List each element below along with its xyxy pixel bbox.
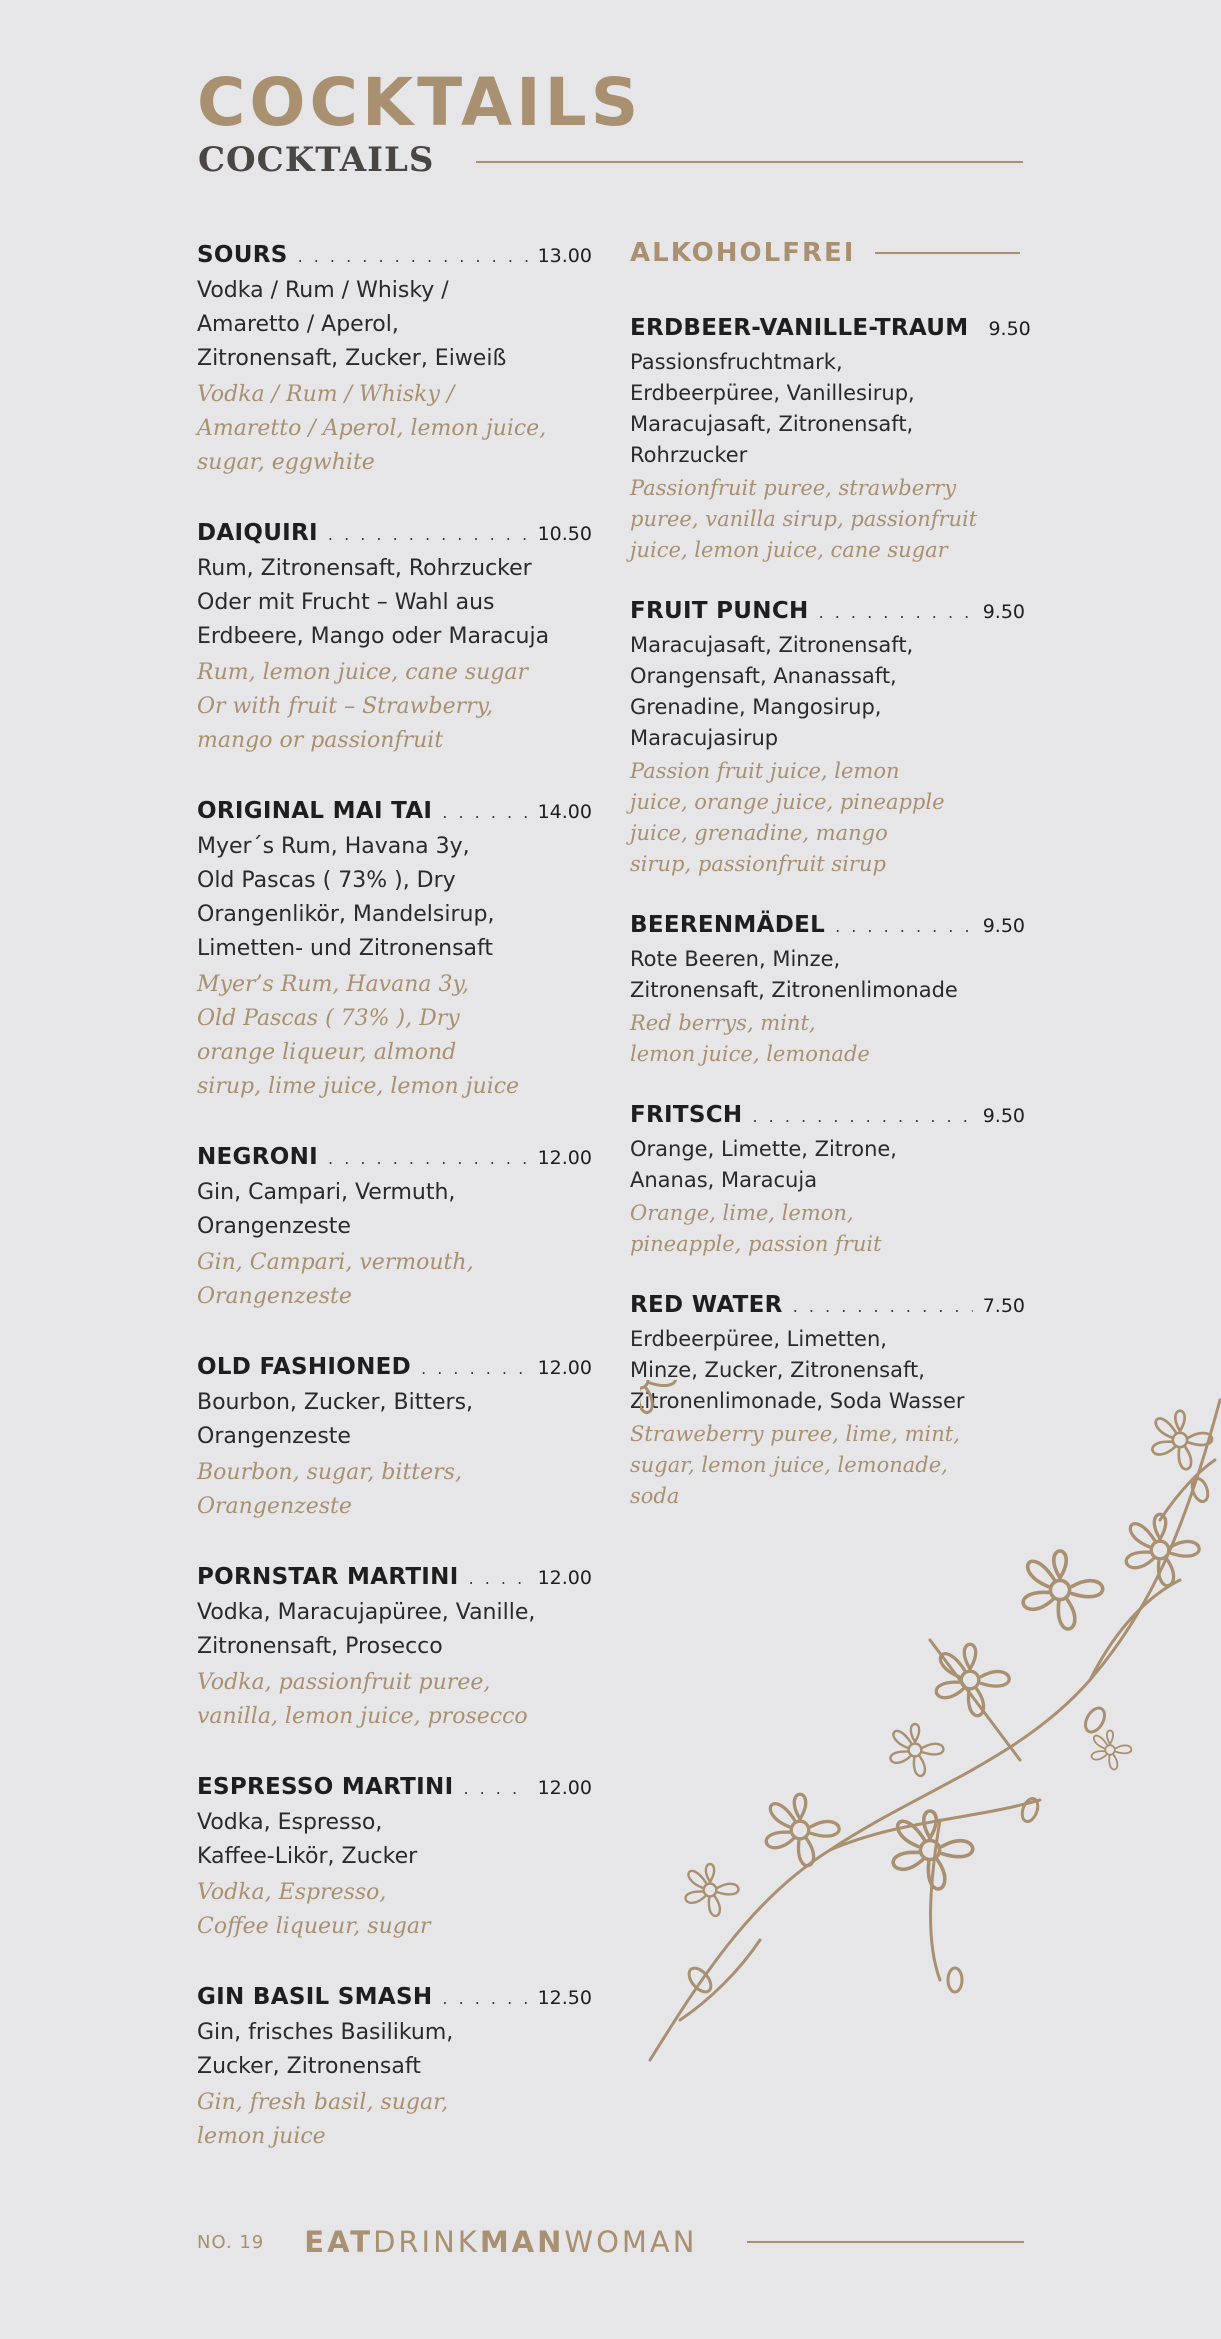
description-line: Gin, fresh basil, sugar, (197, 2090, 449, 2115)
dot-leader (469, 1569, 528, 1588)
description-line: sirup, passionfruit sirup (630, 852, 886, 876)
menu-item-header (197, 1354, 592, 1380)
page-number: NO. 19 (197, 2231, 265, 2253)
description-line: sugar, lemon juice, lemonade, (630, 1453, 948, 1477)
dot-leader (752, 1107, 972, 1126)
description-line: Old Pascas ( 73% ), Dry (197, 868, 456, 893)
footer-divider (747, 2241, 1024, 2243)
menu-item-description-en (197, 1666, 592, 1734)
cherry-blossom-branch-icon (640, 1380, 1221, 2070)
description-line: Myer’s Rum, Havana 3y, (197, 972, 469, 997)
page-title: COCKTAILS (197, 64, 643, 141)
menu-item-price: 12.50 (537, 1987, 592, 2009)
brand-drink: DRINK (373, 2225, 480, 2259)
description-line: sugar, eggwhite (197, 450, 375, 475)
description-line: Vodka / Rum / Whisky / (197, 278, 449, 303)
brand-logo (304, 2225, 697, 2259)
dot-leader (421, 1359, 528, 1378)
description-line: Amaretto / Aperol, (197, 312, 399, 337)
description-line: Grenadine, Mangosirup, (630, 695, 882, 719)
description-line: Old Pascas ( 73% ), Dry (197, 1006, 460, 1031)
description-line: Rum, Zitronensaft, Rohrzucker (197, 556, 532, 581)
description-line: Passionfruit puree, strawberry (630, 476, 957, 500)
description-line: Maracujasirup (630, 726, 779, 750)
menu-item-description-de (197, 552, 592, 654)
description-line: Zitronenlimonade, Soda Wasser (630, 1389, 965, 1413)
menu-item-price: 12.00 (537, 1147, 592, 1169)
description-line: pineapple, passion fruit (630, 1232, 882, 1256)
menu-item-description-en (197, 2086, 592, 2154)
menu-item (630, 598, 1025, 880)
description-line: Erdbeere, Mango oder Maracuja (197, 624, 550, 649)
description-line: Passion fruit juice, lemon (630, 759, 900, 783)
description-line: juice, grenadine, mango (630, 821, 888, 845)
menu-item-description-de (630, 630, 1025, 754)
menu-item (197, 1564, 592, 1734)
menu-item (630, 912, 1025, 1070)
description-line: vanilla, lemon juice, prosecco (197, 1704, 528, 1729)
description-line: Bourbon, Zucker, Bitters, (197, 1390, 474, 1415)
menu-item-name: ORIGINAL MAI TAI (197, 798, 433, 824)
menu-item-description-en (197, 1876, 592, 1944)
description-line: Maracujasaft, Zitronensaft, (630, 412, 914, 436)
dot-leader (328, 525, 528, 544)
description-line: Vodka, Maracujapüree, Vanille, (197, 1600, 536, 1625)
menu-item-description-de (630, 944, 1025, 1006)
menu-item-price: 12.00 (537, 1567, 592, 1589)
description-line: Rote Beeren, Minze, (630, 947, 841, 971)
menu-item-name: BEERENMÄDEL (630, 912, 826, 938)
description-line: Orangenzeste (197, 1214, 351, 1239)
menu-item-description-de (197, 1176, 592, 1244)
menu-item-description-de (630, 347, 1025, 471)
description-line: Orangenzeste (197, 1424, 351, 1449)
description-line: Gin, Campari, vermouth, (197, 1250, 474, 1275)
description-line: Passionsfruchtmark, (630, 350, 843, 374)
description-line: Vodka, passionfruit puree, (197, 1670, 491, 1695)
description-line: Or with fruit – Strawberry, (197, 694, 494, 719)
menu-item-description-de (197, 830, 592, 966)
description-line: Minze, Zucker, Zitronensaft, (630, 1358, 925, 1382)
menu-item (197, 798, 592, 1104)
menu-item-price: 9.50 (982, 1105, 1025, 1127)
menu-item-name: NEGRONI (197, 1144, 319, 1170)
description-line: Orangenlikör, Mandelsirup, (197, 902, 495, 927)
page-subtitle: COCKTAILS (198, 140, 435, 180)
brand-eat: EAT (304, 2225, 374, 2259)
menu-item-header (630, 598, 1025, 624)
menu-item-description-de (197, 2016, 592, 2084)
menu-item-header (197, 1774, 592, 1800)
description-line: Vodka, Espresso, (197, 1810, 383, 1835)
menu-item (197, 1354, 592, 1524)
menu-item-name: GIN BASIL SMASH (197, 1984, 433, 2010)
dot-leader (442, 803, 527, 822)
menu-item-header (197, 798, 592, 824)
description-line: juice, orange juice, pineapple (630, 790, 945, 814)
menu-item-price: 12.00 (537, 1777, 592, 1799)
menu-item-description-en (197, 1456, 592, 1524)
menu-item-price: 12.00 (537, 1357, 592, 1379)
menu-item-description-de (630, 1134, 1025, 1196)
menu-item-header (630, 315, 1031, 341)
menu-item-name: ERDBEER-VANILLE-TRAUM (630, 315, 969, 341)
menu-item-description-en (197, 378, 592, 480)
menu-item-price: 9.50 (982, 915, 1025, 937)
menu-item-header (197, 1984, 592, 2010)
dot-leader (793, 1297, 973, 1316)
menu-item-name: PORNSTAR MARTINI (197, 1564, 459, 1590)
menu-item-name: SOURS (197, 242, 288, 268)
menu-item (197, 242, 592, 480)
brand-woman: WOMAN (564, 2225, 698, 2259)
dot-leader (463, 1779, 527, 1798)
description-line: Orange, lime, lemon, (630, 1201, 854, 1225)
description-line: Erdbeerpüree, Limetten, (630, 1327, 887, 1351)
description-line: sirup, lime juice, lemon juice (197, 1074, 520, 1099)
description-line: Vodka / Rum / Whisky / (197, 382, 455, 407)
menu-item-header (630, 912, 1025, 938)
description-line: lemon juice, lemonade (630, 1042, 870, 1066)
menu-item-name: FRUIT PUNCH (630, 598, 809, 624)
menu-item-header (197, 242, 592, 268)
description-line: Zitronensaft, Zucker, Eiweiß (197, 346, 507, 371)
description-line: Rohrzucker (630, 443, 748, 467)
description-line: mango or passionfruit (197, 728, 444, 753)
dot-leader (819, 603, 973, 622)
menu-item-name: RED WATER (630, 1292, 783, 1318)
menu-item-price: 14.00 (537, 801, 592, 823)
dot-leader (328, 1149, 528, 1168)
description-line: Erdbeerpüree, Vanillesirup, (630, 381, 915, 405)
menu-item (197, 1774, 592, 1944)
description-line: juice, lemon juice, cane sugar (630, 538, 948, 562)
section-divider (875, 252, 1020, 254)
menu-item-description-en (197, 1246, 592, 1314)
menu-item-price: 9.50 (988, 318, 1031, 340)
description-line: puree, vanilla sirup, passionfruit (630, 507, 978, 531)
menu-item-header (197, 1564, 592, 1590)
description-line: Amaretto / Aperol, lemon juice, (197, 416, 547, 441)
menu-item-description-de (197, 1386, 592, 1454)
description-line: Straweberry puree, lime, mint, (630, 1422, 960, 1446)
description-line: Zucker, Zitronensaft (197, 2054, 421, 2079)
menu-item-name: ESPRESSO MARTINI (197, 1774, 454, 1800)
brand-man: MAN (479, 2225, 565, 2259)
description-line: Orange, Limette, Zitrone, (630, 1137, 897, 1161)
menu-item-header (197, 1144, 592, 1170)
menu-item-description-en (630, 473, 1025, 566)
menu-item (630, 315, 1031, 566)
menu-item-description-de (197, 1806, 592, 1874)
menu-item-price: 10.50 (537, 523, 592, 545)
menu-item-price: 7.50 (982, 1295, 1025, 1317)
description-line: orange liqueur, almond (197, 1040, 457, 1065)
menu-item-description-en (630, 1198, 1025, 1260)
menu-item-price: 9.50 (982, 601, 1025, 623)
description-line: Gin, frisches Basilikum, (197, 2020, 454, 2045)
alcohol-free-list (630, 315, 1031, 1544)
description-line: Orangenzeste (197, 1284, 352, 1309)
description-line: Rum, lemon juice, cane sugar (197, 660, 529, 685)
menu-item-description-en (197, 968, 592, 1104)
description-line: lemon juice (197, 2124, 326, 2149)
menu-item-header (630, 1102, 1025, 1128)
dot-leader (298, 247, 528, 266)
cocktail-list (197, 242, 592, 2194)
description-line: Ananas, Maracuja (630, 1168, 818, 1192)
menu-item-price: 13.00 (537, 245, 592, 267)
title-divider (476, 161, 1023, 163)
description-line: soda (630, 1484, 680, 1508)
description-line: Maracujasaft, Zitronensaft, (630, 633, 914, 657)
menu-item (197, 1144, 592, 1314)
menu-item-header (197, 520, 592, 546)
page-footer (197, 2225, 1024, 2259)
menu-item-description-de (197, 1596, 592, 1664)
description-line: Bourbon, sugar, bitters, (197, 1460, 462, 1485)
dot-leader (442, 1989, 527, 2008)
description-line: Zitronensaft, Prosecco (197, 1634, 443, 1659)
menu-item-name: OLD FASHIONED (197, 1354, 412, 1380)
menu-item-description-de (197, 274, 592, 376)
description-line: Limetten- und Zitronensaft (197, 936, 494, 961)
description-line: Red berrys, mint, (630, 1011, 816, 1035)
menu-item-description-en (630, 1008, 1025, 1070)
menu-item-name: FRITSCH (630, 1102, 743, 1128)
description-line: Orangenzeste (197, 1494, 352, 1519)
menu-item-description-en (630, 756, 1025, 880)
description-line: Zitronensaft, Zitronenlimonade (630, 978, 958, 1002)
menu-item (197, 520, 592, 758)
description-line: Coffee liqueur, sugar (197, 1914, 431, 1939)
menu-item-name: DAIQUIRI (197, 520, 318, 546)
menu-item (197, 1984, 592, 2154)
section-header-alkoholfrei (630, 238, 1020, 268)
menu-item-header (630, 1292, 1025, 1318)
menu-item (630, 1102, 1025, 1260)
description-line: Gin, Campari, Vermuth, (197, 1180, 456, 1205)
description-line: Vodka, Espresso, (197, 1880, 387, 1905)
description-line: Kaffee-Likör, Zucker (197, 1844, 418, 1869)
description-line: Orangensaft, Ananassaft, (630, 664, 897, 688)
menu-item-description-en (197, 656, 592, 758)
description-line: Oder mit Frucht – Wahl aus (197, 590, 495, 615)
section-label: ALKOHOLFREI (630, 238, 856, 268)
description-line: Myer´s Rum, Havana 3y, (197, 834, 470, 859)
dot-leader (835, 917, 973, 936)
